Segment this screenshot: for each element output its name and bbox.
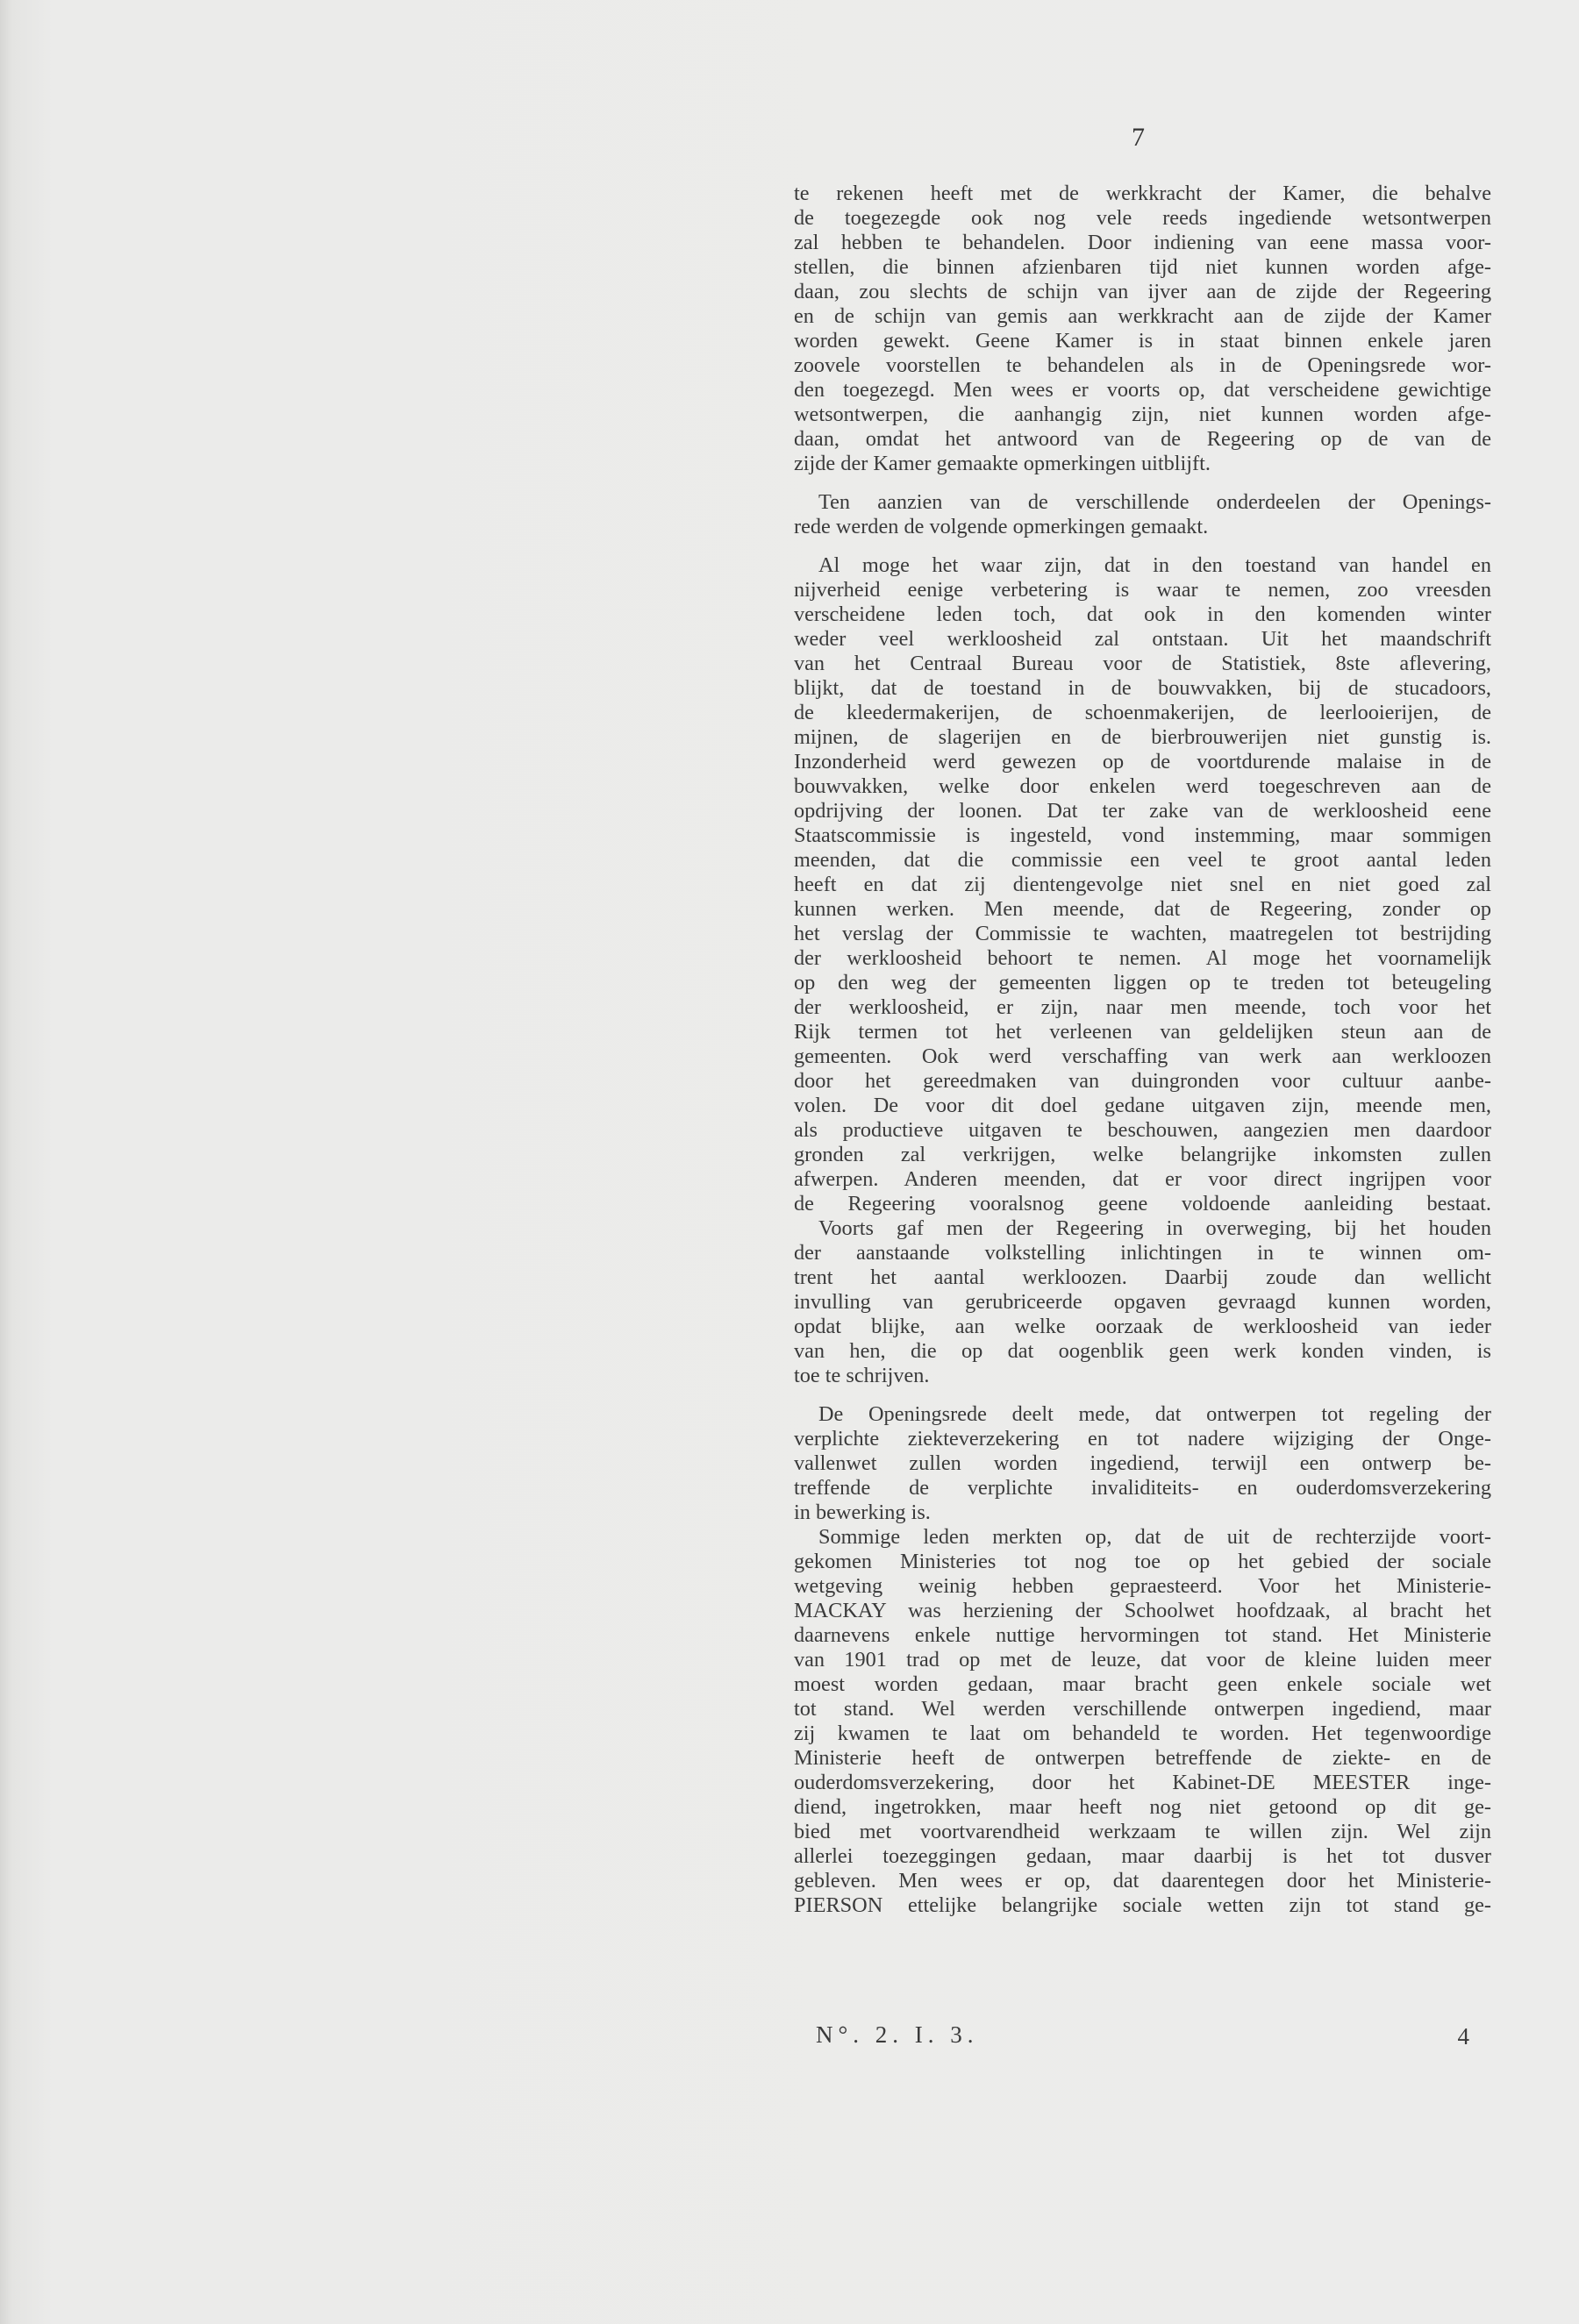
text-line: trent het aantal werkloozen. Daarbij zoude dan wellicht	[794, 1265, 1491, 1289]
text-line: kunnen werken. Men meende, dat de Regeering, zonder op	[794, 897, 1491, 921]
text-line: Rijk termen tot het verleenen van geldelijken steun aan de	[794, 1020, 1491, 1044]
text-line: der werkloosheid behoort te nemen. Al moge het voornamelijk	[794, 946, 1491, 970]
text-line: bouwvakken, welke door enkelen werd toegeschreven aan de	[794, 774, 1491, 798]
paragraph-gap	[794, 1388, 1491, 1402]
text-line: en de schijn van gemis aan werkkracht aan de zijde der Kamer	[794, 304, 1491, 328]
text-line: verplichte ziekteverzekering en tot nadere wijziging der Onge-	[794, 1427, 1491, 1451]
text-line: der werkloosheid, er zijn, naar men meende, toch voor het	[794, 995, 1491, 1019]
text-line: weder veel werkloosheid zal ontstaan. Uit het maandschrift	[794, 627, 1491, 651]
text-line: door het gereedmaken van duingronden voor cultuur aanbe-	[794, 1069, 1491, 1093]
text-line: zoovele voorstellen te behandelen als in de Openingsrede wor-	[794, 353, 1491, 377]
text-line: de Regeering vooralsnog geene voldoende aanleiding bestaat.	[794, 1192, 1491, 1215]
text-line: van hen, die op dat oogenblik geen werk konden vinden, is	[794, 1339, 1491, 1363]
text-line: daarnevens enkele nuttige hervormingen tot stand. Het Ministerie	[794, 1623, 1491, 1647]
text-line: moest worden gedaan, maar bracht geen enkele sociale wet	[794, 1672, 1491, 1696]
text-line: gebleven. Men wees er op, dat daarentegen door het Ministerie-	[794, 1869, 1491, 1893]
text-line: daan, zou slechts de schijn van ijver aan de zijde der Regeering	[794, 280, 1491, 303]
text-line: als productieve uitgaven te beschouwen, aangezien men daardoor	[794, 1118, 1491, 1142]
text-line: der aanstaande volkstelling inlichtingen in te winnen om-	[794, 1241, 1491, 1265]
text-line: gemeenten. Ook werd verschaffing van werk aan werkloozen	[794, 1044, 1491, 1068]
text-line: Ministerie heeft de ontwerpen betreffende de ziekte- en de	[794, 1746, 1491, 1770]
text-line: Staatscommissie is ingesteld, vond instemming, maar sommigen	[794, 823, 1491, 847]
text-line: Al moge het waar zijn, dat in den toestand van handel en	[818, 553, 1491, 577]
page-number: 7	[1132, 123, 1145, 152]
text-line: MACKAY was herziening der Schoolwet hoofdzaak, al bracht het	[794, 1599, 1491, 1622]
text-line: diend, ingetrokken, maar heeft nog niet getoond op dit ge-	[794, 1795, 1491, 1819]
text-line: invulling van gerubriceerde opgaven gevraagd kunnen worden,	[794, 1290, 1491, 1314]
text-line: zijde der Kamer gemaakte opmerkingen uitblijft.	[794, 452, 1211, 475]
sheet-signature: N°. 2. I. 3.	[816, 2021, 979, 2048]
text-line: de kleedermakerijen, de schoenmakerijen, de leerlooierijen, de	[794, 701, 1491, 724]
text-line: bied met voortvarendheid werkzaam te willen zijn. Wel zijn	[794, 1820, 1491, 1843]
paragraph-gap	[794, 476, 1491, 490]
text-line: Inzonderheid werd gewezen op de voortdurende malaise in de	[794, 750, 1491, 773]
text-line: ouderdomsverzekering, door het Kabinet-DE MEESTER inge-	[794, 1771, 1491, 1794]
text-line: De Openingsrede deelt mede, dat ontwerpen tot regeling der	[818, 1402, 1491, 1426]
text-line: afwerpen. Anderen meenden, dat er voor direct ingrijpen voor	[794, 1167, 1491, 1191]
sheet-number: 4	[1457, 2023, 1469, 2050]
body-text-column	[794, 182, 1491, 1918]
text-line: verscheidene leden toch, dat ook in den komenden winter	[794, 602, 1491, 626]
text-line: allerlei toezeggingen gedaan, maar daarbij is het tot dusver	[794, 1844, 1491, 1868]
text-line: opdrijving der loonen. Dat ter zake van de werkloosheid eene	[794, 799, 1491, 823]
text-line: wetgeving weinig hebben gepraesteerd. Voor het Ministerie-	[794, 1574, 1491, 1598]
text-line: in bewerking is.	[794, 1501, 931, 1524]
text-line: zal hebben te behandelen. Door indiening van eene massa voor-	[794, 231, 1491, 254]
text-line: tot stand. Wel werden verschillende ontwerpen ingediend, maar	[794, 1697, 1491, 1721]
text-line: toe te schrijven.	[794, 1364, 930, 1387]
paragraph-gap	[794, 539, 1491, 553]
text-line: gronden zal verkrijgen, welke belangrijke inkomsten zullen	[794, 1143, 1491, 1166]
text-line: volen. De voor dit doel gedane uitgaven zijn, meende men,	[794, 1094, 1491, 1117]
text-line: te rekenen heeft met de werkkracht der Kamer, die behalve	[794, 182, 1491, 205]
text-line: Ten aanzien van de verschillende onderdeelen der Openings-	[818, 490, 1491, 514]
text-line: Voorts gaf men der Regeering in overweging, bij het houden	[818, 1216, 1491, 1240]
text-line: vallenwet zullen worden ingediend, terwijl een ontwerp be-	[794, 1451, 1491, 1475]
text-line: het verslag der Commissie te wachten, maatregelen tot bestrijding	[794, 922, 1491, 945]
text-line: zij kwamen te laat om behandeld te worden. Het tegenwoordige	[794, 1722, 1491, 1745]
text-line: gekomen Ministeries tot nog toe op het gebied der sociale	[794, 1550, 1491, 1573]
text-line: PIERSON ettelijke belangrijke sociale wetten zijn tot stand ge-	[794, 1893, 1491, 1917]
text-line: van het Centraal Bureau voor de Statistiek, 8ste aflevering,	[794, 652, 1491, 675]
text-line: nijverheid eenige verbetering is waar te nemen, zoo vreesden	[794, 578, 1491, 602]
text-line: den toegezegd. Men wees er voorts op, dat verscheidene gewichtige	[794, 378, 1491, 402]
text-line: heeft en dat zij dientengevolge niet snel en niet goed zal	[794, 873, 1491, 896]
text-line: opdat blijke, aan welke oorzaak de werkloosheid van ieder	[794, 1315, 1491, 1338]
text-line: de toegezegde ook nog vele reeds ingediende wetsontwerpen	[794, 206, 1491, 230]
text-line: worden gewekt. Geene Kamer is in staat binnen enkele jaren	[794, 329, 1491, 353]
text-line: rede werden de volgende opmerkingen gemaakt.	[794, 515, 1209, 538]
text-line: daan, omdat het antwoord van de Regeering op de van de	[794, 427, 1491, 451]
text-line: stellen, die binnen afzienbaren tijd niet kunnen worden afge-	[794, 255, 1491, 279]
text-line: meenden, dat die commissie een veel te groot aantal leden	[794, 848, 1491, 872]
text-line: blijkt, dat de toestand in de bouwvakken, bij de stucadoors,	[794, 676, 1491, 700]
text-line: van 1901 trad op met de leuze, dat voor de kleine luiden meer	[794, 1648, 1491, 1672]
text-line: wetsontwerpen, die aanhangig zijn, niet kunnen worden afge-	[794, 403, 1491, 426]
text-line: Sommige leden merkten op, dat de uit de rechterzijde voort-	[818, 1525, 1491, 1549]
text-line: treffende de verplichte invaliditeits- en ouderdomsverzekering	[794, 1476, 1491, 1500]
text-line: op den weg der gemeenten liggen op te treden tot beteugeling	[794, 971, 1491, 994]
text-line: mijnen, de slagerijen en de bierbrouwerijen niet gunstig is.	[794, 725, 1491, 749]
